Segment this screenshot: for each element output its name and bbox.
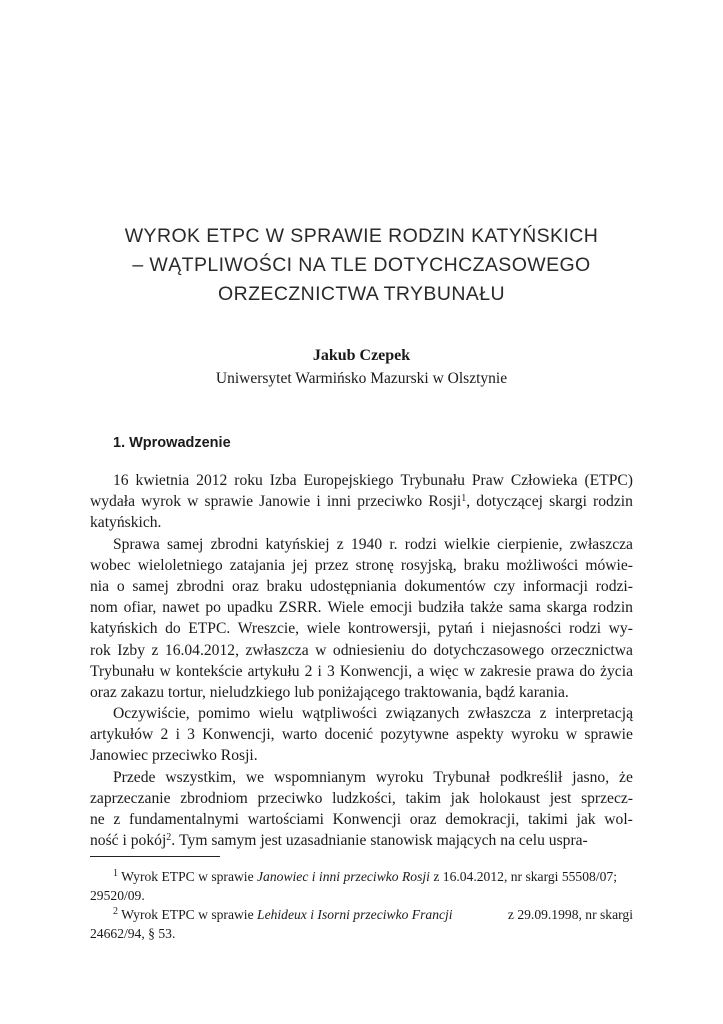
footnote	[90, 905, 633, 924]
paragraph	[90, 703, 633, 767]
text-line: wobec wieloletniego zatajania jej przez stronę rosyjską, braku możliwości mówie-	[90, 556, 633, 574]
author-name: Jakub Czepek	[312, 347, 411, 364]
footnote-text: Wyrok ETPC w sprawie	[121, 869, 258, 884]
footnote-case-name: Janowiec i inni przeciwko Rosji	[257, 869, 430, 884]
footnote-text: Wyrok ETPC w sprawie	[121, 907, 258, 922]
text-line: Przede wszystkim, we wspomnianym wyroku Trybunał podkreślił jasno, że	[113, 768, 633, 786]
article-title	[90, 222, 633, 309]
title-line: WYROK ETPC W SPRAWIE RODZIN KATYŃSKICH	[124, 225, 599, 247]
text-line: artykułów 2 i 3 Konwencji, warto docenić pozytywne aspekty wyroku w sprawie	[90, 726, 633, 744]
footnote-divider	[90, 856, 220, 857]
footnote-case-name: Lehideux i Isorni przeciwko Francji	[257, 907, 453, 922]
text-line: oraz zakazu tortur, nieludzkiego lub poniżającego traktowania, bądź karania.	[90, 683, 569, 701]
paragraph	[90, 470, 633, 534]
text-line: katyńskich do ETPC. Wreszcie, wiele kontrowersji, pytań i niejasności rodzi wy-	[90, 620, 633, 638]
text-line: 16 kwietnia 2012 roku Izba Europejskiego Trybunału Praw Człowieka (ETPC)	[113, 472, 633, 489]
text-line: Sprawa samej zbrodni katyńskiej z 1940 r. rodzi wielkie cierpienie, zwłaszcza	[113, 535, 633, 553]
text-line: ność i pokój$^2$. Tym samym jest uzasadnianie stanowisk mających na celu uspra-	[90, 832, 588, 850]
paragraph	[90, 767, 633, 852]
text-line: Oczywiście, pomimo wielu wątpliwości związanych zwłaszcza z interpretacją	[113, 705, 633, 723]
footnote-continuation: 29520/09.	[90, 888, 145, 903]
title-line: – WĄTPLIWOŚCI NA TLE DOTYCHCZASOWEGO	[132, 254, 591, 276]
footnote	[90, 867, 633, 886]
footnote-text: z 16.04.2012, nr skargi 55508/07;	[429, 869, 617, 884]
section-heading: 1. Wprowadzenie	[113, 435, 231, 451]
text-line: wydała wyrok w sprawie Janowie i inni przeciwko Rosji$^1$, dotyczącej skargi rodzin	[90, 493, 633, 511]
footnote-continuation: 24662/94, § 53.	[90, 926, 176, 941]
paragraph	[90, 534, 633, 704]
text-line: ne z fundamentalnymi wartościami Konwencji oraz demokracji, takimi jak wol-	[90, 811, 633, 828]
paper-page	[90, 0, 633, 1024]
footnote-marker: 2	[113, 906, 118, 917]
text-line: katyńskich.	[90, 514, 162, 532]
text-line: Trybunału w kontekście artykułu 2 i 3 Konwencji, a więc w zakresie prawa do życia	[90, 662, 633, 680]
text-line: nom ofiar, nawet po upadku ZSRR. Wiele emocji budziła także sama skarga rodzin	[90, 599, 633, 617]
footnote-text: z 29.09.1998, nr skargi	[507, 907, 633, 922]
body-text	[90, 470, 633, 851]
author-affiliation: Uniwersytet Warmińsko Mazurski w Olsztynie	[215, 370, 508, 387]
footnotes	[90, 867, 633, 943]
text-line: rok Izby z 16.04.2012, zwłaszcza w odniesieniu do dotychczasowego orzecznictwa	[90, 641, 633, 659]
title-line: ORZECZNICTWA TRYBUNAŁU	[218, 283, 505, 305]
text-line: zaprzeczanie zbrodniom przeciwko ludzkości, takim jak holokaust jest sprzecz-	[90, 789, 633, 807]
text-line: Janowiec przeciwko Rosji.	[90, 747, 258, 765]
text-line: nia o samej zbrodni oraz braku udostępniania dokumentów czy informacji rodzi-	[90, 577, 633, 595]
footnote-marker: 1	[113, 868, 118, 879]
